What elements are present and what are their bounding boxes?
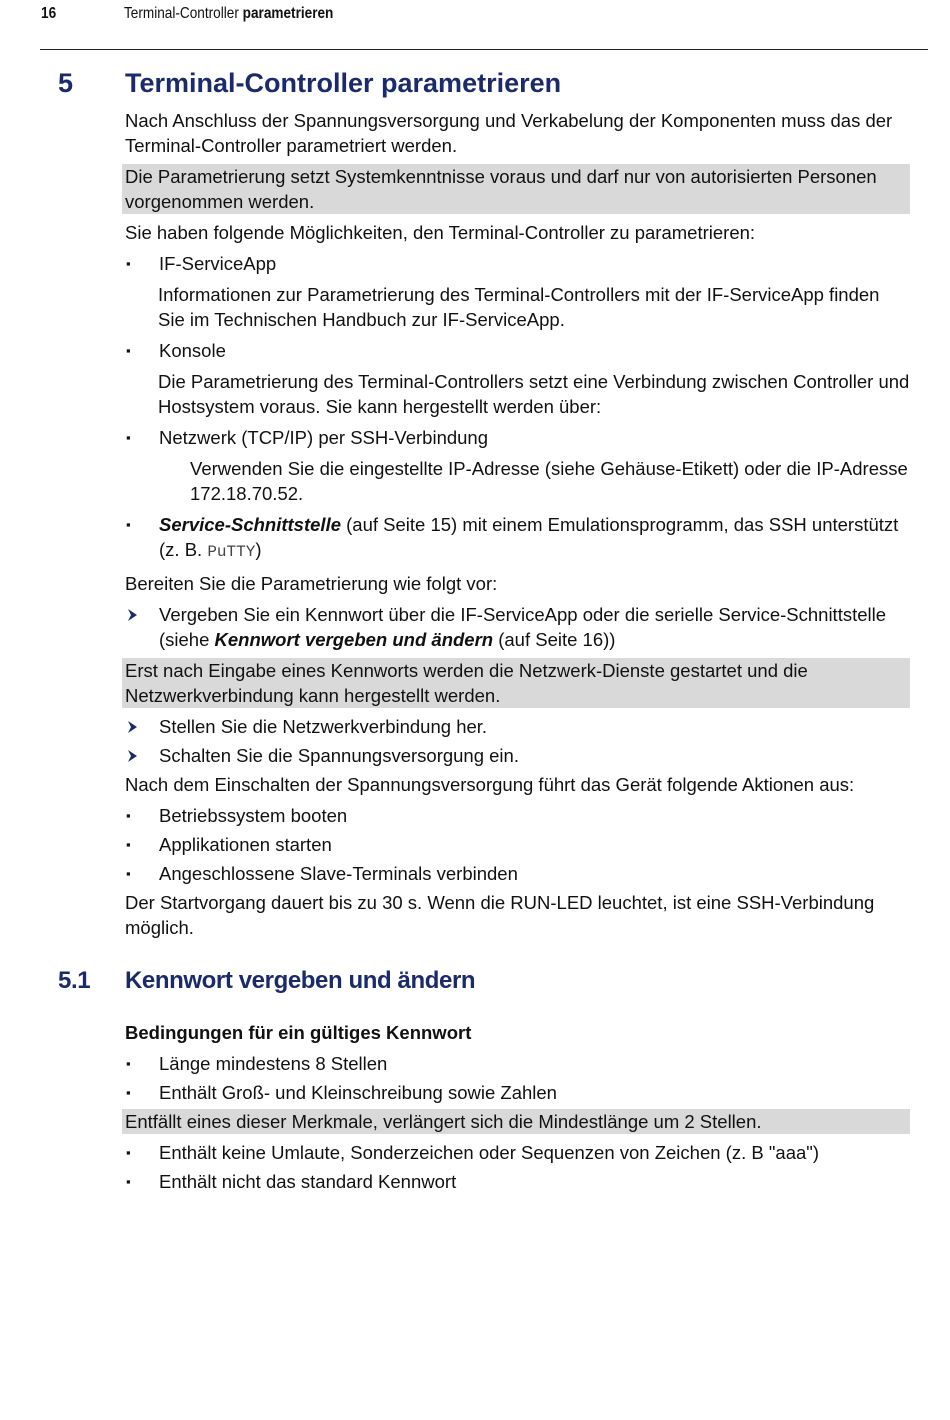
intro-paragraph: Nach Anschluss der Spannungsversorgung und Verkabelung der Komponenten muss das der Terminal-Controller parametriert werden. [125,110,893,156]
section-body [125,108,910,946]
step-item [125,743,910,768]
list-item [125,1051,910,1076]
list-item-description: Verwenden Sie die eingestellte IP-Adresse (siehe Gehäuse-Etikett) oder die IP-Adresse 172.18.70.52. [190,458,908,504]
note-box: Entfällt eines dieser Merkmale, verlängert sich die Mindestlänge um 2 Stellen. [122,1109,910,1134]
section-title: Terminal-Controller parametrieren [125,68,562,98]
list-item-label: Enthält keine Umlaute, Sonderzeichen oder Sequenzen von Zeichen (z. B "aaa") [159,1142,820,1163]
chevron-right-icon [126,749,140,763]
section-number: 5 [58,68,74,98]
page-number: 16 [41,5,57,22]
list-item [125,1140,910,1165]
note-box: Die Parametrierung setzt Systemkenntnisse voraus und darf nur von autorisierten Personen vorgenommen werden. [122,164,910,214]
note-box: Erst nach Eingabe eines Kennworts werden die Netzwerk-Dienste gestartet und die Netzwerkverbindung kann hergestellt werden. [122,658,910,708]
step-text: Schalten Sie die Spannungsversorgung ein. [159,745,519,766]
bullet-icon: ▪ [126,808,131,823]
subsection-title: Kennwort vergeben und ändern [125,967,476,994]
list-item-label: IF-ServiceApp [159,253,277,274]
bullet-icon: ▪ [126,1174,131,1189]
list-item [125,251,910,276]
list-item-text-end: ) [255,539,262,560]
bullet-icon: ▪ [126,1056,131,1071]
list-item-label: Enthält Groß- und Kleinschreibung sowie Zahlen [159,1082,557,1103]
list-item-label: Konsole [159,340,226,361]
chevron-right-icon [126,720,140,734]
header-rule [40,49,928,50]
bullet-icon: ▪ [126,430,131,445]
step-text-end: (auf Seite 16)) [493,629,616,650]
code-term: PuTTY [207,543,256,561]
list-item-label: Angeschlossene Slave-Terminals verbinden [159,863,518,884]
running-title [124,5,333,23]
list-item-description: Die Parametrierung des Terminal-Controllers setzt eine Verbindung zwischen Controller und Hostsystem voraus. Sie kann hergestellt werden über: [158,371,910,417]
step-item [125,714,910,739]
list-item [125,832,910,857]
step-item [125,602,910,652]
list-item [125,512,910,565]
bullet-icon: ▪ [126,1145,131,1160]
actions-intro: Nach dem Einschalten der Spannungsversorgung führt das Gerät folgende Aktionen aus: [125,774,855,795]
conditions-heading: Bedingungen für ein gültiges Kennwort [125,1022,472,1043]
prep-intro: Bereiten Sie die Parametrierung wie folgt vor: [125,573,498,594]
list-item [125,425,910,450]
list-item [125,1169,910,1194]
options-intro: Sie haben folgende Möglichkeiten, den Terminal-Controller zu parametrieren: [125,222,756,243]
chevron-right-icon [126,608,140,622]
bullet-icon: ▪ [126,866,131,881]
bullet-icon: ▪ [126,256,131,271]
page-header [0,0,950,52]
list-item-label: Betriebssystem booten [159,805,348,826]
bullet-icon: ▪ [126,517,131,532]
running-title-plain: Terminal-Controller [124,5,243,22]
cross-reference-link[interactable]: Service-Schnittstelle [159,514,341,535]
cross-reference-link[interactable]: Kennwort vergeben und ändern [214,629,494,650]
list-item [125,338,910,363]
list-item [125,1080,910,1105]
bullet-icon: ▪ [126,837,131,852]
closing-paragraph: Der Startvorgang dauert bis zu 30 s. Wenn die RUN-LED leuchtet, ist eine SSH-Verbindung möglich. [125,892,875,938]
step-text: Stellen Sie die Netzwerkverbindung her. [159,716,488,737]
subsection-number: 5.1 [58,967,91,994]
bullet-icon: ▪ [126,343,131,358]
list-item-label: Länge mindestens 8 Stellen [159,1053,388,1074]
list-item-description: Informationen zur Parametrierung des Terminal-Controllers mit der IF-ServiceApp finden Sie im Technischen Handbuch zur IF-ServiceApp. [158,284,880,330]
list-item-text: (auf Seite 15) mit einem Emulationsprogramm, das SSH unterstützt (z. B. [159,514,899,560]
bullet-icon: ▪ [126,1085,131,1100]
list-item-label: Applikationen starten [159,834,332,855]
list-item-label: Enthält nicht das standard Kennwort [159,1171,457,1192]
running-title-bold: parametrieren [242,5,334,22]
step-text: Vergeben Sie ein Kennwort über die IF-ServiceApp oder die serielle Service-Schnittstelle (siehe [159,604,887,650]
list-item [125,803,910,828]
list-item-label: Netzwerk (TCP/IP) per SSH-Verbindung [159,427,489,448]
subsection-body [125,1020,910,1198]
list-item [125,861,910,886]
